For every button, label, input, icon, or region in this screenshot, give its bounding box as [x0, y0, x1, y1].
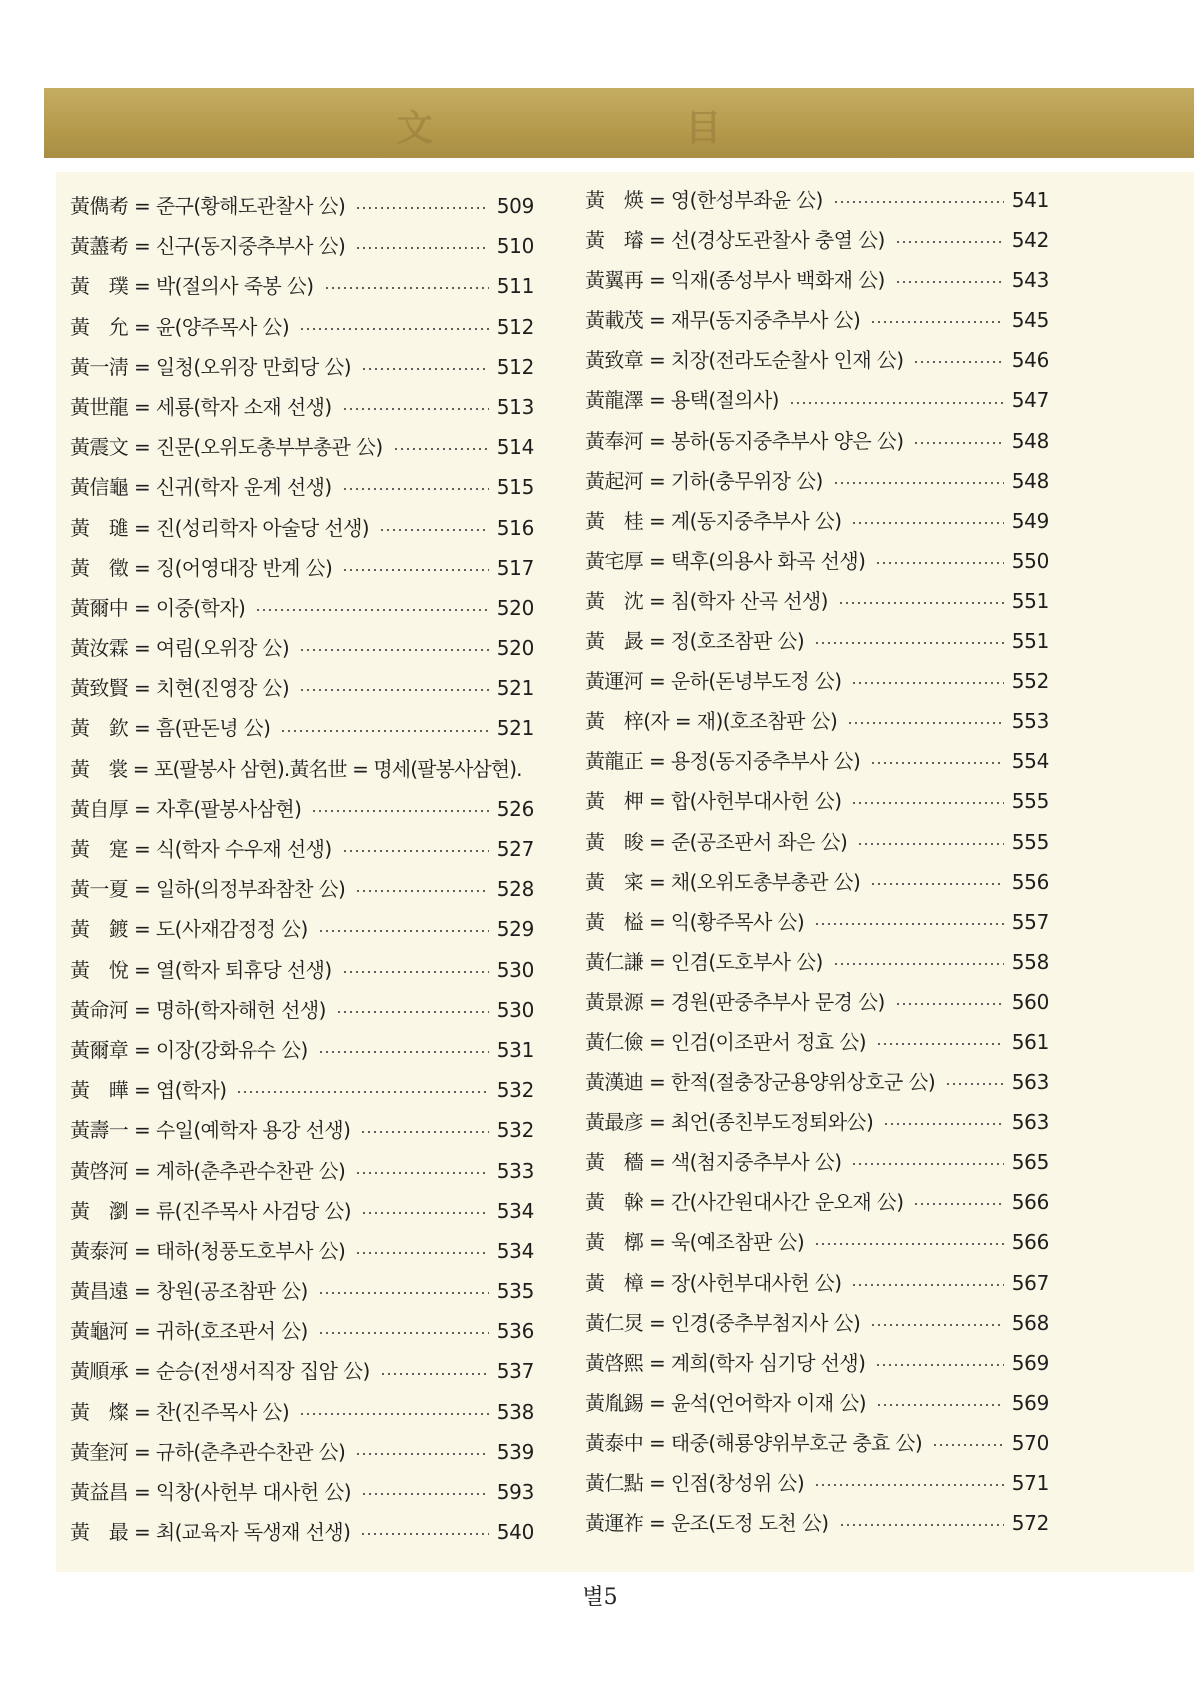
- toc-entry: [70, 789, 534, 829]
- toc-entry-page: 526: [496, 796, 534, 821]
- toc-entry-label: 黃啓河 = 계하(춘추관수찬관 公): [70, 1158, 346, 1183]
- dot-leader: [932, 1444, 1004, 1446]
- toc-entry-page: 550: [1011, 548, 1049, 573]
- toc-entry: [70, 1271, 534, 1311]
- toc-entry: [585, 1383, 1049, 1423]
- toc-entry-label: 黃信龜 = 신귀(학자 운계 선생): [70, 475, 332, 500]
- toc-entry-label: 黃奎河 = 규하(춘추관수찬관 公): [70, 1439, 346, 1464]
- toc-entry: [585, 1463, 1049, 1503]
- toc-entry: [585, 862, 1049, 902]
- dot-leader: [311, 810, 488, 812]
- dot-leader: [355, 247, 489, 249]
- toc-entry-label: 黃龜河 = 귀하(호조판서 公): [70, 1319, 308, 1344]
- toc-entry: [70, 950, 534, 990]
- toc-entry-label: 黃仁謙 = 인겸(도호부사 公): [585, 949, 823, 974]
- dot-leader: [280, 730, 488, 732]
- toc-entry-page: 520: [496, 595, 534, 620]
- toc-entry-page: 528: [496, 877, 534, 902]
- toc-entry-label: 黃 徵 = 징(어영대장 반계 公): [70, 555, 333, 580]
- dot-leader: [839, 1524, 1004, 1526]
- dot-leader: [870, 883, 1004, 885]
- toc-entry: [70, 749, 534, 789]
- toc-entry: [70, 1030, 534, 1070]
- dot-leader: [851, 522, 1003, 524]
- toc-entry-page: 534: [496, 1198, 534, 1223]
- toc-entry-page: 572: [1011, 1511, 1049, 1536]
- toc-entry-page: 558: [1011, 949, 1049, 974]
- toc-entry-label: 黃 裳 = 포(팔봉사 삼현).黃名世 = 명세(팔봉사삼현).: [70, 756, 522, 781]
- toc-entry-page: 570: [1011, 1430, 1049, 1455]
- dot-leader: [318, 1051, 489, 1053]
- toc-entry-page: 555: [1011, 789, 1049, 814]
- dot-leader: [895, 241, 1004, 243]
- toc-entry-page: 527: [496, 837, 534, 861]
- toc-entry-label: 黃 瀏 = 류(진주목사 사검당 公): [70, 1198, 351, 1223]
- toc-right-column: [585, 180, 1049, 1543]
- toc-entry-label: 黃 樟 = 장(사헌부대사헌 公): [585, 1270, 842, 1295]
- toc-entry-page: 530: [496, 957, 534, 982]
- toc-entry-label: 黃 璿 = 선(경상도관찰사 충열 公): [585, 228, 885, 253]
- toc-entry-page: 531: [496, 1037, 534, 1062]
- toc-entry: [585, 621, 1049, 661]
- toc-entry: [585, 180, 1049, 220]
- toc-entry: [585, 380, 1049, 420]
- toc-entry: [585, 902, 1049, 942]
- toc-entry-label: 黃昌遠 = 창원(공조참판 公): [70, 1279, 308, 1304]
- toc-entry-page: 541: [1011, 188, 1049, 212]
- toc-entry-label: 黃龍澤 = 용택(절의사): [585, 388, 779, 413]
- toc-entry-label: 黃景源 = 경원(판중추부사 문경 公): [585, 989, 885, 1014]
- toc-entry-page: 560: [1011, 989, 1049, 1014]
- dot-leader: [318, 930, 489, 932]
- toc-entry-page: 551: [1011, 629, 1049, 654]
- toc-entry: [585, 661, 1049, 701]
- dot-leader: [833, 482, 1004, 484]
- toc-entry-label: 黃 允 = 윤(양주목사 公): [70, 314, 290, 339]
- toc-entry: [70, 467, 534, 507]
- toc-entry: [70, 427, 534, 467]
- page-number: 별5: [582, 1585, 618, 1610]
- toc-entry-page: 534: [496, 1238, 534, 1263]
- toc-entry: [585, 461, 1049, 501]
- toc-entry-label: 黃龍正 = 용정(동지중추부사 公): [585, 749, 861, 774]
- toc-entry-label: 黃仁炅 = 인경(중추부첨지사 公): [585, 1310, 861, 1335]
- toc-entry-page: 547: [1011, 388, 1049, 413]
- toc-entry: [585, 541, 1049, 581]
- dot-leader: [236, 1091, 488, 1093]
- toc-entry: [585, 1303, 1049, 1343]
- dot-leader: [360, 1131, 488, 1133]
- toc-entry-page: 532: [496, 1118, 534, 1143]
- dot-leader: [913, 442, 1003, 444]
- toc-entry-page: 536: [496, 1319, 534, 1344]
- dot-leader: [355, 1252, 489, 1254]
- toc-entry-page: 556: [1011, 869, 1049, 894]
- toc-entry-label: 黃 寔 = 식(학자 수우재 선생): [70, 837, 332, 861]
- toc-entry-page: 552: [1011, 669, 1049, 694]
- toc-entry-label: 黃 梓(자 = 재)(호조참판 公): [585, 709, 838, 734]
- dot-leader: [324, 287, 489, 289]
- dot-leader: [870, 762, 1004, 764]
- dot-leader: [299, 1413, 489, 1415]
- dot-leader: [851, 802, 1003, 804]
- toc-entry-page: 551: [1011, 588, 1049, 613]
- dot-leader: [895, 281, 1004, 283]
- toc-entry: [70, 1231, 534, 1271]
- toc-entry-label: 黃世龍 = 세룡(학자 소재 선생): [70, 394, 332, 419]
- toc-entry: [70, 1070, 534, 1110]
- toc-entry-page: 513: [496, 394, 534, 419]
- toc-entry-label: 黃載茂 = 재무(동지중추부사 公): [585, 308, 861, 333]
- dot-leader: [913, 1203, 1003, 1205]
- toc-entry: [70, 990, 534, 1030]
- toc-entry: [585, 1423, 1049, 1463]
- dot-leader: [318, 1292, 489, 1294]
- toc-entry: [585, 421, 1049, 461]
- toc-entry: [585, 1263, 1049, 1303]
- toc-entry: [70, 1191, 534, 1231]
- toc-entry: [70, 1392, 534, 1432]
- toc-entry-label: 黃致賢 = 치현(진영장 公): [70, 676, 290, 701]
- dot-leader: [833, 963, 1004, 965]
- toc-entry-label: 黃 晸 = 정(호조참판 公): [585, 629, 805, 654]
- dot-leader: [355, 1453, 489, 1455]
- toc-entry: [70, 909, 534, 949]
- toc-entry-page: 563: [1011, 1070, 1049, 1095]
- toc-entry-label: 黃泰中 = 태중(해룡양위부호군 충효 公): [585, 1430, 923, 1455]
- dot-leader: [342, 971, 489, 973]
- toc-entry-label: 黃一夏 = 일하(의정부좌참찬 公): [70, 877, 346, 902]
- toc-entry-page: 563: [1011, 1110, 1049, 1135]
- toc-entry-page: 548: [1011, 468, 1049, 493]
- dot-leader: [870, 321, 1004, 323]
- toc-entry-page: 568: [1011, 1310, 1049, 1335]
- toc-entry-label: 黃一淸 = 일청(오위장 만회당 公): [70, 354, 351, 379]
- toc-entry-label: 黃自厚 = 자후(팔봉사삼현): [70, 796, 302, 821]
- dot-leader: [883, 1123, 1004, 1125]
- dot-leader: [318, 1332, 489, 1334]
- toc-entry-page: 565: [1011, 1150, 1049, 1175]
- toc-entry-label: 黃命河 = 명하(학자해헌 선생): [70, 997, 326, 1022]
- toc-left-column: [70, 186, 534, 1552]
- toc-entry: [70, 307, 534, 347]
- dot-leader: [361, 1493, 489, 1495]
- toc-entry-page: 538: [496, 1399, 534, 1424]
- toc-entry-label: 黃仁點 = 인점(창성위 公): [585, 1471, 805, 1495]
- toc-entry: [70, 347, 534, 387]
- dot-leader: [379, 529, 489, 531]
- dot-leader: [870, 1324, 1004, 1326]
- dot-leader: [876, 1404, 1004, 1406]
- toc-entry: [70, 869, 534, 909]
- toc-entry-page: 532: [496, 1078, 534, 1103]
- toc-entry-page: 530: [496, 997, 534, 1022]
- toc-entry: [70, 226, 534, 266]
- toc-entry: [585, 1503, 1049, 1543]
- dot-leader: [299, 328, 489, 330]
- toc-entry-page: 512: [496, 354, 534, 379]
- toc-entry-label: 黃運祚 = 운조(도정 도천 公): [585, 1511, 829, 1536]
- toc-entry: [585, 701, 1049, 741]
- toc-entry-label: 黃 柙 = 합(사헌부대사헌 公): [585, 789, 842, 814]
- toc-entry: [70, 548, 534, 588]
- dot-leader: [360, 1533, 488, 1535]
- toc-entry-page: 545: [1011, 308, 1049, 333]
- toc-entry-label: 黃爾章 = 이장(강화유수 公): [70, 1037, 308, 1062]
- toc-entry: [70, 1432, 534, 1472]
- toc-entry-page: 514: [496, 435, 534, 460]
- toc-entry: [585, 260, 1049, 300]
- toc-entry-label: 黃益昌 = 익창(사헌부 대사헌 公): [70, 1480, 351, 1504]
- toc-entry-page: 553: [1011, 709, 1049, 734]
- toc-entry-label: 黃壽一 = 수일(예학자 용강 선생): [70, 1118, 351, 1143]
- toc-entry-page: 533: [496, 1158, 534, 1183]
- toc-entry-label: 黃 欽 = 흠(판돈녕 公): [70, 716, 271, 741]
- dot-leader: [851, 682, 1003, 684]
- toc-entry-label: 黃致章 = 치장(전라도순찰사 인재 公): [585, 348, 904, 373]
- toc-entry-page: 511: [496, 274, 534, 299]
- toc-entry-page: 515: [496, 475, 534, 500]
- toc-entry: [585, 501, 1049, 541]
- toc-entry-label: 黃爾中 = 이중(학자): [70, 595, 246, 620]
- toc-entry-label: 黃宅厚 = 택후(의용사 화곡 선생): [585, 548, 866, 573]
- toc-entry-page: 571: [1011, 1471, 1049, 1495]
- toc-entry-page: 520: [496, 636, 534, 661]
- toc-entry: [70, 186, 534, 226]
- toc-entry-label: 黃 鍍 = 도(사재감정정 公): [70, 917, 308, 942]
- toc-entry-page: 566: [1011, 1230, 1049, 1255]
- toc-entry: [585, 581, 1049, 621]
- toc-entry: [70, 628, 534, 668]
- toc-entry-label: 黃 榏 = 익(황주목사 公): [585, 909, 805, 934]
- toc-entry-page: 539: [496, 1439, 534, 1464]
- dot-leader: [336, 1011, 489, 1013]
- dot-leader: [857, 843, 1003, 845]
- toc-entry-page: 535: [496, 1279, 534, 1304]
- dot-leader: [851, 1163, 1003, 1165]
- toc-entry: [585, 781, 1049, 821]
- toc-entry-label: 黃 晙 = 준(공조판서 좌은 公): [585, 829, 848, 854]
- toc-entry: [585, 982, 1049, 1022]
- toc-entry-page: 521: [496, 716, 534, 741]
- toc-entry: [585, 1102, 1049, 1142]
- toc-entry: [70, 1311, 534, 1351]
- dot-leader: [299, 689, 489, 691]
- dot-leader: [342, 488, 489, 490]
- toc-entry: [585, 1222, 1049, 1262]
- toc-entry-page: 521: [496, 676, 534, 701]
- toc-entry-page: 569: [1011, 1350, 1049, 1375]
- toc-entry: [585, 1343, 1049, 1383]
- dot-leader: [913, 361, 1003, 363]
- toc-entry: [585, 1182, 1049, 1222]
- dot-leader: [361, 1212, 489, 1214]
- toc-entry-page: 512: [496, 314, 534, 339]
- dot-leader: [355, 207, 489, 209]
- toc-entry: [70, 266, 534, 306]
- toc-entry: [70, 588, 534, 628]
- toc-entry: [585, 822, 1049, 862]
- dot-leader: [814, 923, 1004, 925]
- toc-entry: [70, 1512, 534, 1552]
- toc-entry-label: 黃起河 = 기하(충무위장 公): [585, 468, 823, 493]
- dot-leader: [255, 609, 489, 611]
- toc-entry: [585, 741, 1049, 781]
- toc-entry-label: 黃 最 = 최(교육자 독생재 선생): [70, 1520, 351, 1545]
- toc-entry: [70, 1472, 534, 1512]
- toc-entry: [70, 708, 534, 748]
- toc-entry: [585, 942, 1049, 982]
- toc-entry-label: 黃漢迪 = 한적(절충장군용양위상호군 公): [585, 1070, 936, 1095]
- toc-entry-page: 510: [496, 234, 534, 259]
- dot-leader: [361, 368, 489, 370]
- toc-entry-page: 543: [1011, 268, 1049, 293]
- toc-entry: [585, 1142, 1049, 1182]
- toc-entry: [585, 300, 1049, 340]
- toc-entry-label: 黃儁耇 = 준구(황해도관찰사 公): [70, 194, 346, 218]
- toc-entry-label: 黃 燦 = 찬(진주목사 公): [70, 1399, 290, 1424]
- toc-entry-page: 593: [496, 1480, 534, 1504]
- header-title: 文 目: [396, 107, 842, 149]
- toc-entry-page: 557: [1011, 909, 1049, 934]
- toc-entry-label: 黃 璞 = 박(절의사 죽봉 公): [70, 274, 314, 299]
- dot-leader: [342, 569, 488, 571]
- dot-leader: [851, 1284, 1003, 1286]
- toc-entry-label: 黃 璡 = 진(성리학자 아술당 선생): [70, 515, 369, 540]
- toc-entry-page: 561: [1011, 1029, 1049, 1054]
- dot-leader: [299, 649, 489, 651]
- toc-entry-label: 黃奉河 = 봉하(동지중추부사 양은 公): [585, 428, 904, 453]
- toc-entry-label: 黃順承 = 순승(전생서직장 집암 公): [70, 1359, 370, 1384]
- toc-entry-page: 549: [1011, 508, 1049, 533]
- dot-leader: [814, 1484, 1004, 1486]
- toc-entry-page: 546: [1011, 348, 1049, 373]
- toc-entry-page: 516: [496, 515, 534, 540]
- toc-entry-label: 黃 穡 = 색(첨지중추부사 公): [585, 1150, 842, 1175]
- toc-entry-page: 554: [1011, 749, 1049, 774]
- toc-entry-label: 黃 桂 = 계(동지중추부사 公): [585, 508, 842, 533]
- toc-entry-page: 555: [1011, 829, 1049, 854]
- toc-entry: [70, 1151, 534, 1191]
- dot-leader: [875, 562, 1003, 564]
- toc-entry-label: 黃 沈 = 침(학자 산곡 선생): [585, 588, 828, 613]
- dot-leader: [814, 1243, 1004, 1245]
- toc-entry: [585, 1062, 1049, 1102]
- dot-leader: [342, 850, 489, 852]
- toc-entry-page: 509: [496, 194, 534, 218]
- dot-leader: [895, 1003, 1004, 1005]
- toc-entry: [70, 829, 534, 869]
- toc-entry-label: 黃 煐 = 영(한성부좌윤 公): [585, 188, 823, 212]
- dot-leader: [814, 642, 1004, 644]
- dot-leader: [380, 1373, 489, 1375]
- toc-entry-label: 黃泰河 = 태하(청풍도호부사 公): [70, 1238, 346, 1263]
- toc-entry: [585, 340, 1049, 380]
- toc-entry-page: 569: [1011, 1390, 1049, 1415]
- toc-entry-label: 黃 槨 = 욱(예조참판 公): [585, 1230, 805, 1255]
- toc-entry: [70, 668, 534, 708]
- dot-leader: [945, 1083, 1004, 1085]
- dot-leader: [875, 1364, 1003, 1366]
- toc-entry-label: 黃仁儉 = 인검(이조판서 정효 公): [585, 1029, 866, 1054]
- toc-entry: [70, 1351, 534, 1391]
- dot-leader: [833, 201, 1004, 203]
- toc-entry-page: 548: [1011, 428, 1049, 453]
- toc-entry-label: 黃最彦 = 최언(종친부도정퇴와公): [585, 1110, 874, 1135]
- toc-entry-label: 黃震文 = 진문(오위도총부부총관 公): [70, 435, 383, 460]
- toc-entry: [585, 1022, 1049, 1062]
- toc-entry-label: 黃 榦 = 간(사간원대사간 운오재 公): [585, 1190, 904, 1215]
- toc-entry-page: 537: [496, 1359, 534, 1384]
- toc-entry-label: 黃 曄 = 엽(학자): [70, 1078, 227, 1103]
- toc-entry-label: 黃藎耇 = 신구(동지중추부사 公): [70, 234, 346, 259]
- dot-leader: [876, 1043, 1004, 1045]
- toc-entry-label: 黃啓熙 = 계희(학자 심기당 선생): [585, 1350, 866, 1375]
- toc-entry-page: 517: [496, 555, 534, 580]
- dot-leader: [355, 1172, 489, 1174]
- toc-entry: [70, 387, 534, 427]
- header-bar: [44, 88, 1194, 158]
- toc-entry-page: 566: [1011, 1190, 1049, 1215]
- toc-entry: [70, 508, 534, 548]
- toc-entry: [585, 220, 1049, 260]
- dot-leader: [847, 722, 1004, 724]
- dot-leader: [838, 602, 1004, 604]
- toc-entry-page: 542: [1011, 228, 1049, 253]
- toc-entry-page: 567: [1011, 1270, 1049, 1295]
- toc-entry-label: 黃汝霖 = 여림(오위장 公): [70, 636, 290, 661]
- toc-entry-label: 黃 悅 = 열(학자 퇴휴당 선생): [70, 957, 332, 982]
- dot-leader: [789, 402, 1004, 404]
- dot-leader: [355, 890, 489, 892]
- toc-entry-page: 529: [496, 917, 534, 942]
- toc-entry-page: 540: [496, 1520, 534, 1545]
- toc-entry-label: 黃運河 = 운하(돈녕부도정 公): [585, 669, 842, 694]
- dot-leader: [393, 448, 489, 450]
- toc-entry-label: 黃 寀 = 채(오위도총부총관 公): [585, 869, 861, 894]
- toc-entry: [70, 1110, 534, 1150]
- toc-entry-label: 黃翼再 = 익재(종성부사 백화재 公): [585, 268, 885, 293]
- toc-entry-label: 黃胤錫 = 윤석(언어학자 이재 公): [585, 1390, 866, 1415]
- dot-leader: [342, 408, 489, 410]
